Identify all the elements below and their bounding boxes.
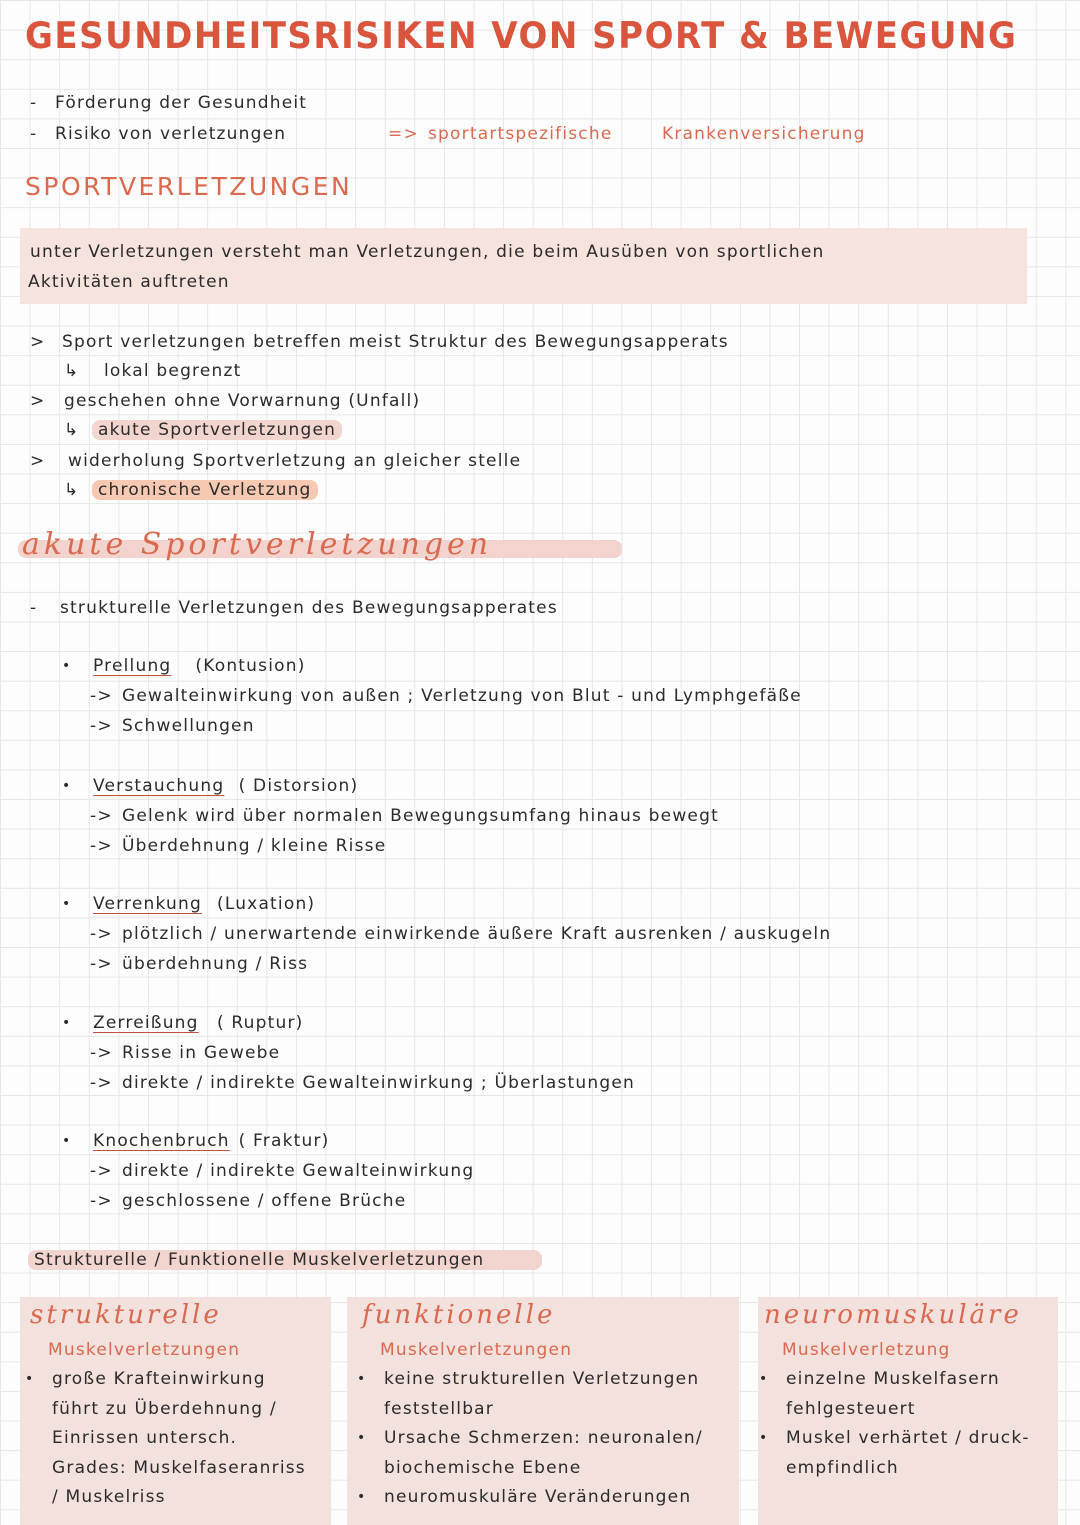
column-bullet: • [759, 1430, 769, 1446]
column-line: Grades: Muskelfaseranriss [52, 1457, 306, 1478]
intro-note-sport: sportartspezifische [428, 124, 613, 144]
injury-name: Verrenkung [93, 894, 202, 914]
injury-latin-name: (Kontusion) [195, 656, 306, 676]
definition-band [20, 228, 1027, 304]
point-bullet-1: > [30, 332, 46, 352]
column-subtitle: Muskelverletzungen [380, 1340, 573, 1360]
injury-name: Knochenbruch [93, 1131, 230, 1151]
intro-item-health: Förderung der Gesundheit [55, 93, 308, 113]
structural-line: strukturelle Verletzungen des Bewegungsapperates [60, 598, 558, 618]
point-2-sub-arrow: ↳ [64, 420, 80, 440]
point-1-sub: lokal begrenzt [104, 361, 242, 381]
point-1-main: Sport verletzungen betreffen meist Struktur des Bewegungsapperats [62, 332, 729, 352]
injury-detail-line: geschlossene / offene Brüche [122, 1191, 407, 1211]
injury-detail-arrow: -> [90, 954, 113, 974]
column-line: feststellbar [384, 1398, 494, 1419]
injury-bullet: • [62, 896, 72, 912]
injury-detail-line: direkte / indirekte Gewalteinwirkung ; Überlastungen [122, 1073, 635, 1093]
point-bullet-2: > [30, 391, 46, 411]
column-line: fehlgesteuert [786, 1398, 916, 1419]
injury-detail-arrow: -> [90, 1191, 113, 1211]
injury-detail-arrow: -> [90, 1043, 113, 1063]
column-line: Einrissen untersch. [52, 1428, 238, 1448]
chronic-highlight: chronische Verletzung [92, 480, 318, 500]
intro-dash-1: - [30, 93, 38, 113]
column-bullet: • [357, 1489, 367, 1505]
injury-latin-name: ( Ruptur) [217, 1013, 304, 1033]
acute-highlight: akute Sportverletzungen [92, 420, 342, 440]
injury-detail-arrow: -> [90, 716, 113, 736]
column-bullet: • [759, 1371, 769, 1387]
column-script-title: neuromuskuläre [764, 1300, 1022, 1330]
point-1-sub-arrow: ↳ [64, 361, 80, 381]
injury-detail-arrow: -> [90, 686, 113, 706]
column-subtitle: Muskelverletzungen [48, 1340, 241, 1360]
column-line: / Muskelriss [52, 1487, 166, 1507]
injury-bullet: • [62, 1015, 72, 1031]
injury-detail-arrow: -> [90, 924, 113, 944]
definition-line-2: Aktivitäten auftreten [28, 272, 230, 292]
injury-detail-arrow: -> [90, 806, 113, 826]
injury-latin-name: ( Distorsion) [238, 776, 359, 796]
injury-name: Prellung [93, 656, 172, 676]
column-line: keine strukturellen Verletzungen [384, 1369, 700, 1389]
injury-detail-line: überdehnung / Riss [122, 954, 309, 974]
page-title: GESUNDHEITSRISIKEN VON SPORT & BEWEGUNG [25, 14, 1018, 58]
column-line: einzelne Muskelfasern [786, 1369, 1000, 1389]
column-line: empfindlich [786, 1457, 899, 1478]
injury-detail-line: plötzlich / unerwartende einwirkende äußere Kraft ausrenken / auskugeln [122, 924, 832, 944]
point-3-sub [92, 480, 318, 500]
injury-bullet: • [62, 658, 72, 674]
section-title-sportverletzungen: SPORTVERLETZUNGEN [25, 172, 353, 201]
column-script-title: strukturelle [30, 1300, 222, 1330]
definition-line-1: unter Verletzungen versteht man Verletzungen, die beim Ausüben von sportlichen [30, 242, 825, 262]
point-3-sub-arrow: ↳ [64, 480, 80, 500]
injury-name: Verstauchung [93, 776, 225, 796]
point-bullet-3: > [30, 451, 46, 471]
injury-bullet: • [62, 778, 72, 794]
injury-latin-name: (Luxation) [217, 894, 316, 914]
column-line: große Krafteinwirkung [52, 1369, 266, 1389]
point-2-main: geschehen ohne Vorwarnung (Unfall) [64, 391, 421, 411]
intro-item-risk: Risiko von verletzungen [55, 124, 287, 144]
structural-dash: - [30, 598, 38, 618]
injury-latin-name: ( Fraktur) [238, 1131, 330, 1151]
injury-detail-line: direkte / indirekte Gewalteinwirkung [122, 1161, 475, 1181]
column-line: Ursache Schmerzen: neuronalen/ [384, 1428, 703, 1448]
injury-detail-line: Schwellungen [122, 716, 255, 736]
column-bullet: • [357, 1371, 367, 1387]
column-bullet: • [25, 1371, 35, 1387]
injury-detail-arrow: -> [90, 836, 113, 856]
injury-detail-arrow: -> [90, 1073, 113, 1093]
column-line: biochemische Ebene [384, 1457, 582, 1478]
injury-bullet: • [62, 1133, 72, 1149]
column-line: neuromuskuläre Veränderungen [384, 1487, 692, 1507]
injury-detail-arrow: -> [90, 1161, 113, 1181]
acute-heading: akute Sportverletzungen [22, 527, 493, 562]
column-line: führt zu Überdehnung / [52, 1398, 277, 1419]
intro-dash-2: - [30, 124, 38, 144]
injury-name: Zerreißung [93, 1013, 199, 1033]
muscle-heading: Strukturelle / Funktionelle Muskelverletzungen [34, 1250, 485, 1270]
column-line: Muskel verhärtet / druck- [786, 1428, 1030, 1448]
injury-detail-line: Gelenk wird über normalen Bewegungsumfang hinaus bewegt [122, 806, 719, 826]
injury-detail-line: Überdehnung / kleine Risse [122, 836, 387, 856]
point-2-sub [92, 420, 342, 440]
point-3-main: widerholung Sportverletzung an gleicher stelle [68, 451, 522, 471]
column-script-title: funktionelle [362, 1300, 556, 1330]
injury-detail-line: Risse in Gewebe [122, 1043, 281, 1063]
column-bullet: • [357, 1430, 367, 1446]
column-subtitle: Muskelverletzung [782, 1340, 951, 1360]
intro-arrow: => [388, 124, 419, 144]
injury-detail-line: Gewalteinwirkung von außen ; Verletzung von Blut - und Lymphgefäße [122, 686, 802, 706]
intro-note-insurance: Krankenversicherung [662, 124, 866, 144]
